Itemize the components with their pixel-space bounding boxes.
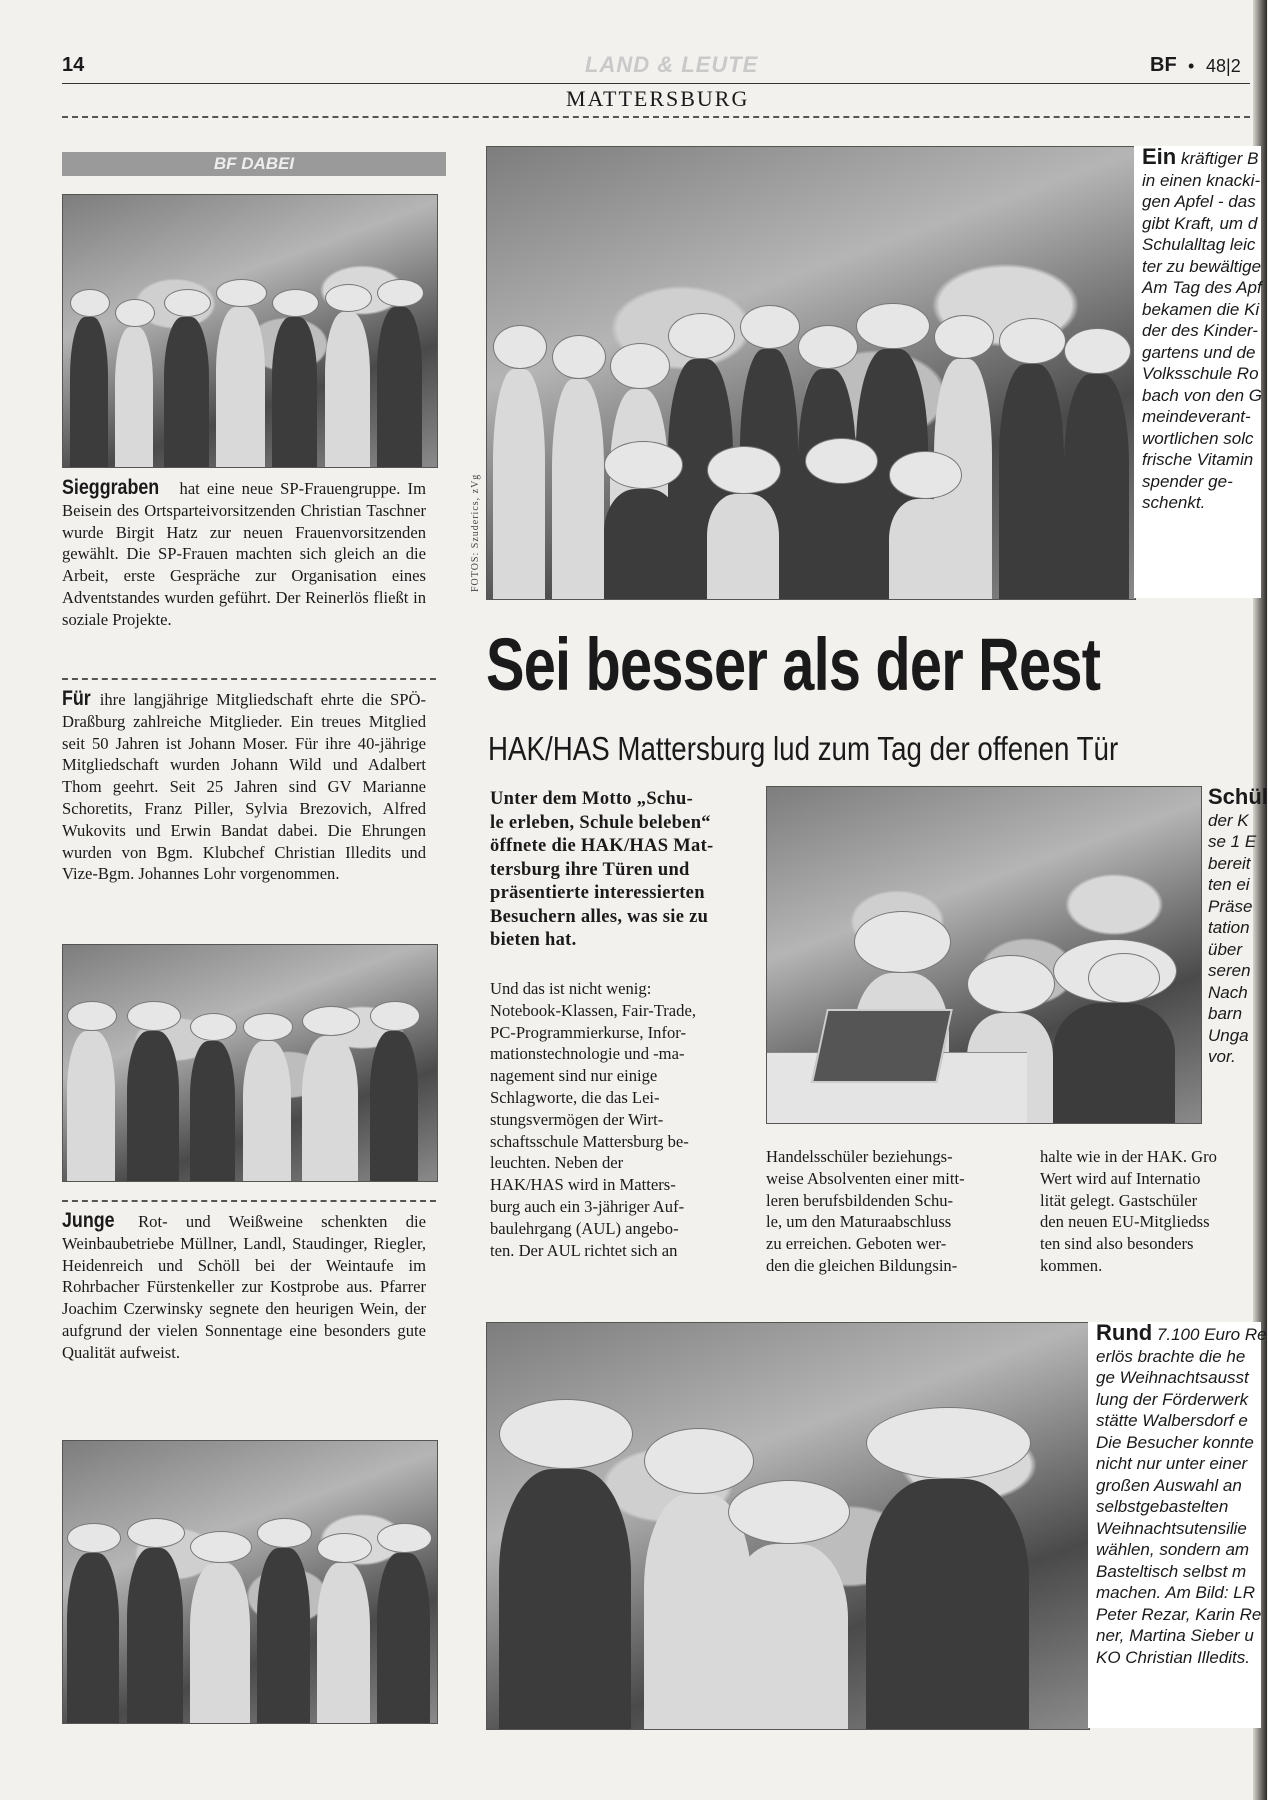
article-column-1-line: Schlagworte, die das Lei- [490,1087,660,1107]
caption-apfeltag-line: der des Kinder- [1142,321,1258,340]
photo-weihnachtsausstellung [486,1322,1090,1730]
article-column-1-line: Und das ist nicht wenig: [490,979,652,998]
page-number: 14 [62,54,85,76]
text-weintaufe: Rot- und Weißweine schenkten die Weinbaubetriebe Müllner, Landl, Staudinger, Riegler, Heidenreich und Schöll bei der Weintaufe im Rohrbacher Fürstenkeller zur Kostprobe aus. Pfarrer Joachim Czerwinsky segnete den heurigen Wein, der aufgrund der vielen Sonnentage eine besonders gute Qualität aufweist. [62,1212,426,1362]
caption-weihnachtsausstellung-line: stätte Walbersdorf e [1096,1411,1248,1430]
news-item-sieggraben [62,477,426,631]
keyword-fuer: Für [62,687,91,710]
divider-2 [62,1200,436,1202]
photo-schueler-praesentation [766,786,1202,1124]
article-column-1-line: ten. Der AUL richtet sich an [490,1240,678,1260]
caption-apfeltag-line: Am Tag des Apf [1142,278,1262,297]
caption-weihnachtsausstellung-line: Peter Rezar, Karin Re [1096,1604,1262,1624]
caption-weihnachtsausstellung-line: Basteltisch selbst m [1096,1561,1247,1581]
article-column-1-line: burg auch ein 3-jähriger Auf- [490,1196,685,1216]
text-sieggraben: hat eine neue SP-Frauengruppe. Im Beisein des Ortsparteivorsitzenden Christian Taschner wurde Birgit Hatz zur neuen Frauenvorsitzenden gewählt. Die SP-Frauen machten sich gleich an die Arbeit, erste Gespräche zur Organisation eines Adventstandes wurden geführt. Der Reinerlös fließt in soziale Projekte. [62,479,426,629]
article-column-2-line: leren berufsbildenden Schu- [766,1190,954,1210]
article-column-1-line: mationstechnologie und -ma- [490,1044,685,1064]
caption-weihnachtsausstellung [1088,1320,1267,1728]
caption-apfeltag-line: frische Vitamin [1142,450,1254,469]
caption-weihnachtsausstellung-line: Rund 7.100 Euro Re [1096,1320,1267,1345]
caption-schueler-line: Nach [1208,982,1248,1002]
bullet-separator: • [1188,56,1195,76]
article-column-2 [766,1146,1016,1277]
article-column-2-line: den die gleichen Bildungsin- [766,1255,958,1275]
article-column-2-line: Handelsschüler beziehungs- [766,1147,953,1166]
article-column-1-line: Notebook-Klassen, Fair-Trade, [490,1000,696,1020]
brand-logo: BF [1150,54,1177,76]
article-column-3-line: Wert wird auf Internatio [1040,1168,1201,1188]
caption-schueler-line: barn [1208,1004,1243,1023]
article-column-1-line: leuchten. Neben der [490,1153,624,1173]
article-column-1 [490,978,746,1261]
caption-weihnachtsausstellung-lead-word: Rund [1096,1320,1153,1345]
article-column-1-line: PC-Programmierkurse, Infor- [490,1022,686,1042]
article-intro-line: bieten hat. [490,930,577,950]
caption-apfeltag-lines [1142,146,1261,514]
article-column-3-line: kommen. [1040,1255,1103,1275]
article-column-3-line: halte wie in der HAK. Gro [1040,1147,1217,1166]
caption-weihnachtsausstellung-line: großen Auswahl an [1096,1475,1242,1495]
article-column-2-line: zu erreichen. Geboten wer- [766,1234,947,1254]
article-intro-line: präsentierte interessierten [490,883,705,903]
headline: Sei besser als der Rest [486,623,1101,706]
caption-weihnachtsausstellung-lines [1096,1320,1267,1668]
article-intro [490,788,746,953]
caption-apfeltag-line: Ein kräftiger B [1142,144,1259,169]
issue-number: 48|2 [1206,56,1241,76]
caption-apfeltag-line: Schulalltag leic [1142,235,1256,254]
header-rule [62,83,1250,84]
caption-schueler [1200,784,1268,1122]
news-item-weintaufe [62,1210,426,1364]
article-column-1-line: schaftsschule Mattersburg be- [490,1131,689,1151]
photo-ehrungen [62,944,438,1182]
caption-weihnachtsausstellung-line: lung der Förderwerk [1096,1389,1249,1409]
caption-weihnachtsausstellung-line: Die Besucher konnte [1096,1432,1254,1452]
caption-apfeltag-line: in einen knacki- [1142,170,1261,190]
caption-weihnachtsausstellung-line: Weihnachtsutensilie [1096,1518,1247,1538]
caption-apfeltag-line: meindeverant- [1142,407,1251,426]
article-column-1-line: stungsvermögen der Wirt- [490,1109,664,1129]
caption-schueler-lines [1208,784,1268,1068]
caption-weihnachtsausstellung-line: KO Christian Illedits. [1096,1647,1250,1667]
caption-schueler-line: tation [1208,918,1250,937]
keyword-sieggraben: Sieggraben [62,476,160,499]
article-intro-line: tersburg ihre Türen und [490,859,690,880]
divider-1 [62,678,436,680]
article-column-2-line: le, um den Maturaabschluss [766,1212,952,1232]
caption-weihnachtsausstellung-line: ge Weihnachtsausst [1096,1368,1249,1387]
caption-weihnachtsausstellung-line: nicht nur unter einer [1096,1454,1248,1473]
caption-schueler-line: vor. [1208,1047,1236,1066]
article-intro-line: Unter dem Motto „Schu- [490,789,694,809]
caption-weihnachtsausstellung-line: ner, Martina Sieber u [1096,1626,1254,1645]
article-column-3-line: ten sind also besonders [1040,1234,1194,1254]
caption-apfeltag-line: bach von den G [1142,385,1263,405]
caption-weihnachtsausstellung-line: machen. Am Bild: LR [1096,1583,1256,1602]
caption-schueler-line: über [1208,939,1243,959]
caption-schueler-line [1208,784,1268,810]
text-drassburg: ihre langjährige Mitgliedschaft ehrte die SPÖ-Draßburg zahlreiche Mitglieder. Ein treues Mitglied seit 50 Jahren ist Johann Moser. Für ihre 40-jährige Mitgliedschaft wurden Johann Wild und Adalbert Thom geehrt. Seit 25 Jahren sind GV Marianne Schoretits, Franz Piller, Sylvia Brezovich, Alfred Wukovits und Erwin Bandat dabei. Die Ehrungen wurden von Bgm. Klubchef Christian Illedits und Vize-Bgm. Johannes Lohr vorgenommen. [62,690,427,884]
caption-schueler-line: ten ei [1208,875,1250,894]
bf-dabei-banner: BF DABEI [62,152,446,176]
caption-schueler-line: se 1 E [1208,832,1257,851]
article-intro-line: le erleben, Schule beleben“ [490,812,711,833]
caption-apfeltag-line: Volksschule Ro [1142,364,1259,383]
caption-schueler-line: Präse [1208,896,1253,916]
caption-schueler-line: bereit [1208,853,1251,873]
caption-weihnachtsausstellung-line: erlös brachte die he [1096,1346,1246,1366]
caption-apfeltag-line: bekamen die Ki [1142,299,1260,319]
article-intro-line: öffnete die HAK/HAS Mat- [490,836,714,856]
article-column-1-line: HAK/HAS wird in Matters- [490,1175,676,1195]
section-title: LAND & LEUTE [585,52,759,77]
header-dashed-rule [62,116,1250,118]
keyword-junge: Junge [62,1209,115,1232]
article-intro-line: Besuchern alles, was sie zu [490,906,709,927]
caption-apfeltag-line: gibt Kraft, um d [1142,213,1258,233]
article-column-3-line: den neuen EU-Mitgliedss [1040,1212,1210,1232]
photo-credit: FOTOS: Szuderics, zVg [470,473,481,592]
caption-schueler-lead-word: Schül [1208,784,1268,809]
article-column-3 [1040,1146,1255,1277]
photo-kinder-apfeltag [486,146,1136,600]
article-column-2-line: weise Absolventen einer mitt- [766,1168,965,1188]
caption-apfeltag-line: gen Apfel - das [1142,192,1256,211]
news-item-drassburg [62,688,426,885]
caption-apfeltag-line: schenkt. [1142,493,1206,512]
caption-schueler-line: Unga [1208,1025,1249,1045]
caption-apfeltag-lead-word: Ein [1142,144,1177,169]
photo-weintaufe [62,1440,438,1724]
photo-frauengruppe [62,194,438,468]
caption-apfeltag-line: spender ge- [1142,471,1233,491]
subheadline: HAK/HAS Mattersburg lud zum Tag der offenen Tür [488,730,1119,767]
article-column-3-line: lität gelegt. Gastschüler [1040,1190,1198,1210]
caption-schueler-line: seren [1208,961,1251,980]
region-title: MATTERSBURG [566,86,750,111]
caption-apfeltag [1134,146,1261,598]
article-column-1-line: nagement sind nur einige [490,1066,658,1086]
caption-weihnachtsausstellung-line: selbstgebastelten [1096,1497,1229,1516]
caption-apfeltag-line: gartens und de [1142,342,1256,362]
article-column-1-line: baulehrgang (AUL) angebo- [490,1218,679,1238]
caption-schueler-line: der K [1208,810,1249,830]
caption-apfeltag-line: wortlichen solc [1142,428,1254,448]
caption-apfeltag-line: ter zu bewältige [1142,256,1262,276]
caption-weihnachtsausstellung-line: wählen, sondern am [1096,1540,1250,1559]
